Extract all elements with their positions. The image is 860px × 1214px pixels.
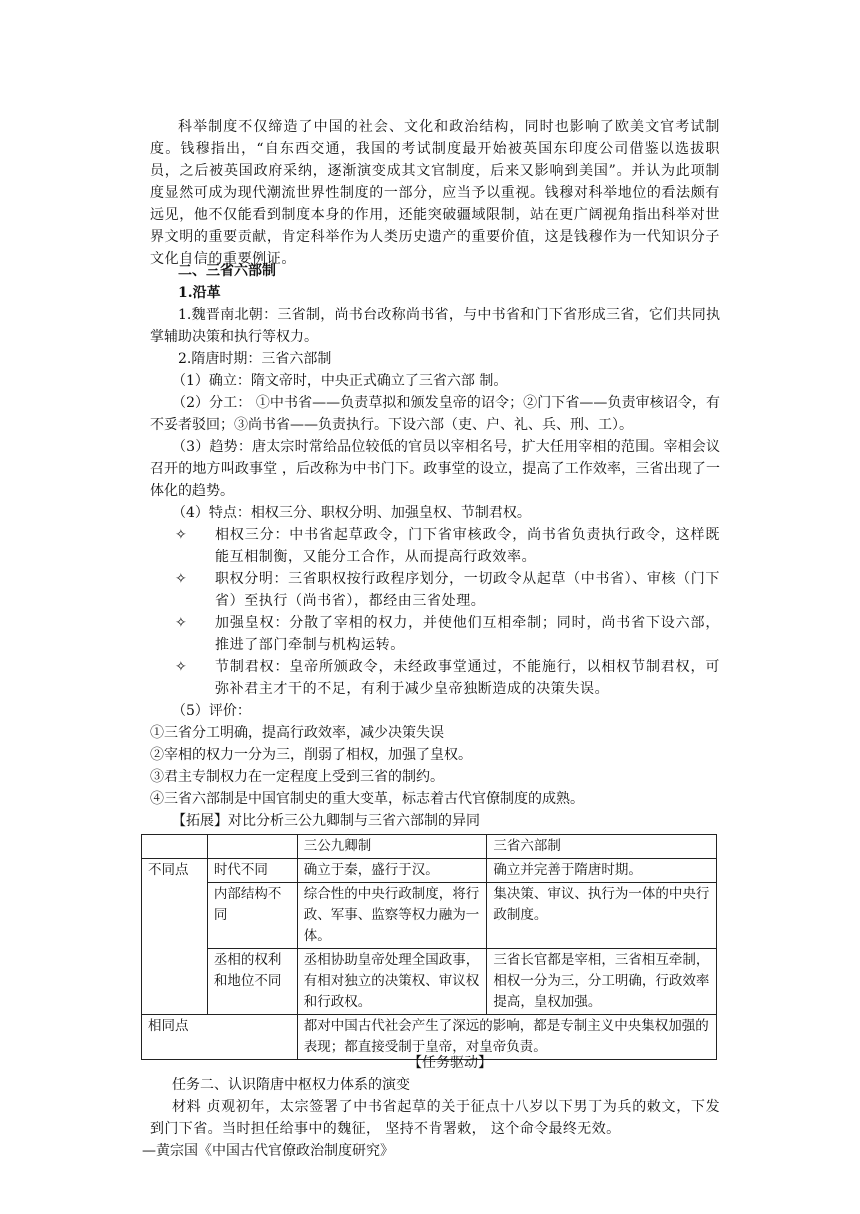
item-wei-jin: 1.魏晋南北朝：三省制，尚书台改称尚书省，与中书省和门下省形成三省，它们共同执掌辅助决策和执行等权力。	[150, 307, 720, 345]
bullet-text: 职权分明：三省职权按行政程序划分，一切政令从起草（中书省）、审核（门下省）至执行（尚书省），都经由三省处理。	[215, 571, 720, 609]
source-citation: —黄宗国《中国古代官僚政治制度研究》	[142, 1143, 394, 1159]
bullet-text: 加强皇权：分散了宰相的权力，并使他们互相牵制；同时，尚书省下设六部，推进了部门牵制与机构运转。	[215, 615, 720, 653]
row-group-label: 不同点	[142, 859, 208, 1015]
table-header-cell: 三公九卿制	[297, 835, 487, 859]
point-trend: （3）趋势：唐太宗时常给品位较低的官员以宰相名号，扩大任用宰相的范围。宰相会议召开的地方叫政事堂 ，后改称为中书门下。政事堂的设立，提高了工作效率，三省出现了一体化的趋势。	[150, 439, 720, 499]
table-cell: 都对中国古代社会产生了深远的影响，都是专制主义中央集权加强的表现；都直接受制于皇帝，对皇帝负责。	[297, 1015, 716, 1060]
table-row	[142, 949, 717, 1015]
bullet-item	[175, 524, 720, 568]
point-establish: （1）确立：隋文帝时，中央正式确立了三省六部 制。	[172, 373, 508, 389]
bullet-text: 相权三分：中书省起草政令，门下省审核政令，尚书省负责执行政令，这样既能互相制衡，又能分工合作，从而提高行政效率。	[215, 527, 720, 565]
point-division: （2）分工： ①中书省——负责草拟和颁发皇帝的诏令；②门下省——负责审核诏令，有不妥者驳回；③尚书省——负责执行。下设六部（吏、户、礼、兵、刑、工）。	[150, 395, 720, 433]
row-group-label: 相同点	[142, 1015, 298, 1060]
bullet-text: 节制君权：皇帝所颁政令，未经政事堂通过，不能施行，以相权节制君权，可弥补君主才干的不足，有利于减少皇帝独断造成的决策失误。	[215, 659, 720, 697]
point-features: （4）特点：相权三分、职权分明、加强皇权、节制君权。	[172, 505, 531, 521]
table-row	[142, 883, 717, 949]
table-cell: 集决策、审议、执行为一体的中央行政制度。	[487, 883, 717, 949]
subsection-heading: 1.沿革	[178, 285, 221, 301]
table-header-cell: 三省六部制	[487, 835, 717, 859]
evaluation-item: ②宰相的权力一分为三，削弱了相权，加强了皇权。	[150, 747, 472, 763]
table-cell: 确立于秦，盛行于汉。	[297, 859, 487, 883]
evaluation-item: ①三省分工明确，提高行政效率，减少决策失误	[150, 725, 444, 741]
diamond-bullet-icon: ✧	[175, 615, 187, 631]
row-label: 时代不同	[207, 859, 297, 883]
table-cell: 确立并完善于隋唐时期。	[487, 859, 717, 883]
task-header: 【任务驱动】	[408, 1055, 492, 1071]
evaluation-item: ③君主专制权力在一定程度上受到三省的制约。	[150, 769, 444, 785]
section-heading: 二、三省六部制	[178, 263, 276, 279]
diamond-bullet-icon: ✧	[175, 527, 187, 543]
table-header-row	[142, 835, 717, 859]
evaluation-item: ④三省六部制是中国官制史的重大变革，标志着古代官僚制度的成熟。	[150, 791, 584, 807]
table-cell: 三省长官都是宰相，三省相互牵制，相权一分为三，分工明确，行政效率提高，皇权加强。	[487, 949, 717, 1015]
item-sui-tang: 2.隋唐时期：三省六部制	[178, 351, 332, 367]
task-title: 任务二、认识隋唐中枢权力体系的演变	[172, 1077, 410, 1093]
bullet-item	[175, 612, 720, 656]
intro-paragraph: 科举制度不仅缔造了中国的社会、文化和政治结构，同时也影响了欧美文官考试制度。钱穆指出，“自东西交通，我国的考试制度最开始被英国东印度公司借鉴以选拔职员，之后被英国政府采纳，逐渐演变成其文官制度，后来又影响到美国”。并认为此项制度显然可成为现代潮流世界性制度的一部分，应当予以重视。钱穆对科举地位的看法颇有远见，他不仅能看到制度本身的作用，还能突破疆域限制，站在更广阔视角指出科举对世界文明的重要贡献，肯定科举作为人类历史遗产的重要价值，这是钱穆作为一代知识分子文化自信的重要例证。	[150, 119, 720, 267]
extension-heading: 【拓展】对比分析三公九卿制与三省六部制的异同	[172, 813, 480, 829]
bullet-item	[175, 568, 720, 612]
row-label: 内部结构不同	[207, 883, 297, 949]
table-cell: 综合性的中央行政制度，将行政、军事、监察等权力融为一体。	[297, 883, 487, 949]
table-row	[142, 859, 717, 883]
diamond-bullet-icon: ✧	[175, 659, 187, 675]
row-label: 丞相的权利和地位不同	[207, 949, 297, 1015]
comparison-table	[141, 834, 717, 1060]
point-evaluation: （5）评价：	[172, 703, 251, 719]
diamond-bullet-icon: ✧	[175, 571, 187, 587]
bullet-item	[175, 656, 720, 700]
material-paragraph: 材料 贞观初年，太宗签署了中书省起草的关于征点十八岁以下男丁为兵的敕文，下发到门下省。当时担任给事中的魏征， 坚持不肯署敕， 这个命令最终无效。	[150, 1099, 720, 1137]
table-cell: 丞相协助皇帝处理全国政事，有相对独立的决策权、审议权和行政权。	[297, 949, 487, 1015]
